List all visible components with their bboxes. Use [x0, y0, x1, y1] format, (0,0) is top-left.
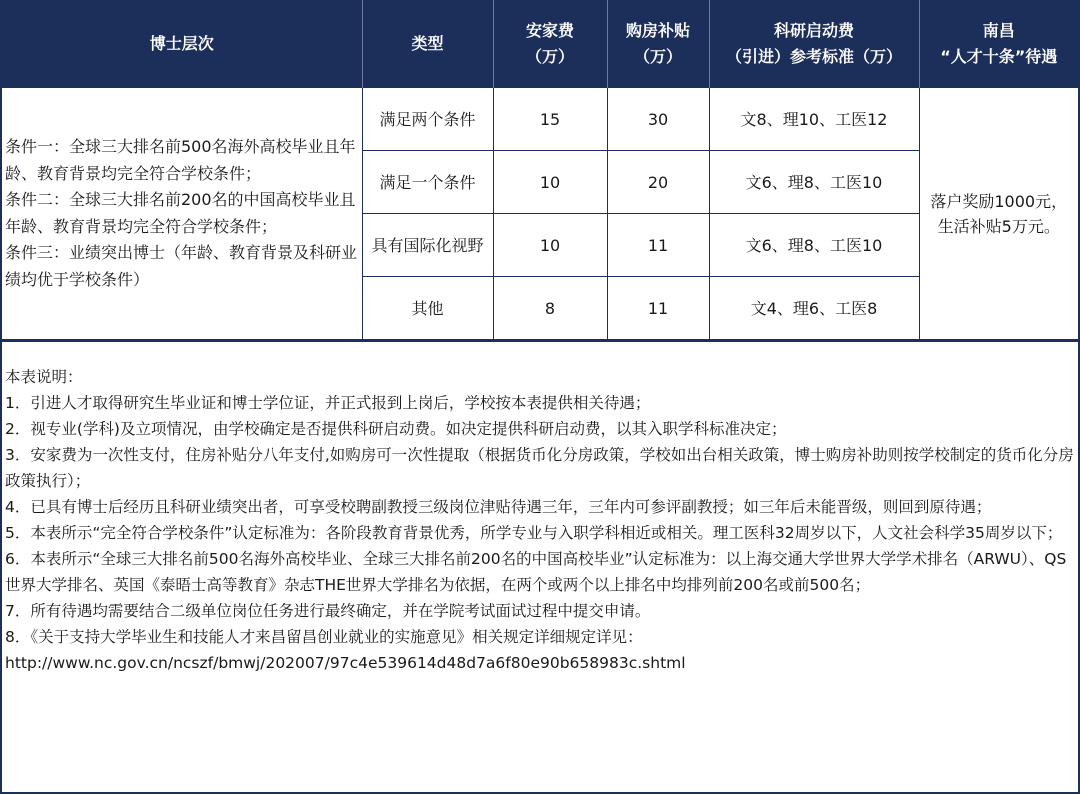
settle-cell: 10 — [493, 214, 607, 277]
note-item: 6．本表所示“全球三大排名前500名海外高校毕业、全球三大排名前200名的中国高校毕业”认定标准为：以上海交通大学世界大学学术排名（ARWU）、QS世界大学排名、英国《泰晤士高等教育》杂志THE世界大学排名为依据，在两个或两个以上排名中均排列前200名或前500名； — [5, 550, 1067, 594]
notes-section — [2, 340, 1078, 764]
note-item: 2．视专业(学科)及立项情况，由学校确定是否提供科研启动费。如决定提供科研启动费，以其入职学科标准决定； — [5, 420, 787, 438]
research-cell: 文6、理8、工医10 — [709, 151, 919, 214]
policy-url-link[interactable]: http://www.nc.gov.cn/ncszf/bmwj/202007/97c4e539614d48d7a6f80e90b658983c.shtml — [5, 654, 686, 672]
note-item: 5．本表所示“完全符合学校条件”认定标准为：各阶段教育背景优秀，所学专业与入职学科相近或相关。理工医科32周岁以下，人文社会科学35周岁以下； — [5, 524, 1063, 542]
header-settle: 安家费 （万） — [493, 0, 607, 88]
header-housing: 购房补贴 （万） — [607, 0, 709, 88]
table-row — [2, 88, 1078, 151]
benefits-table — [2, 0, 1078, 340]
type-cell: 满足一个条件 — [362, 151, 493, 214]
housing-cell: 11 — [607, 277, 709, 340]
note-item: 3．安家费为一次性支付，住房补贴分八年支付,如购房可一次性提取（根据货币化分房政策，学校如出台相关政策，博士购房补助则按学校制定的货币化分房政策执行）； — [5, 446, 1074, 490]
housing-cell: 20 — [607, 151, 709, 214]
settle-cell: 10 — [493, 151, 607, 214]
header-row — [2, 0, 1078, 88]
research-cell: 文4、理6、工医8 — [709, 277, 919, 340]
note-item: 8．《关于支持大学毕业生和技能人才来昌留昌创业就业的实施意见》相关规定详细规定详见： — [5, 628, 643, 646]
type-cell: 具有国际化视野 — [362, 214, 493, 277]
type-cell: 其他 — [362, 277, 493, 340]
note-item: 1．引进人才取得研究生毕业证和博士学位证，并正式报到上岗后，学校按本表提供相关待遇； — [5, 394, 651, 412]
research-cell: 文6、理8、工医10 — [709, 214, 919, 277]
type-cell: 满足两个条件 — [362, 88, 493, 151]
research-cell: 文8、理10、工医12 — [709, 88, 919, 151]
header-nanchang: 南昌 “人才十条”待遇 — [919, 0, 1078, 88]
nanchang-benefit-cell: 落户奖励1000元， 生活补贴5万元。 — [919, 88, 1078, 340]
settle-cell: 15 — [493, 88, 607, 151]
housing-cell: 30 — [607, 88, 709, 151]
settle-cell: 8 — [493, 277, 607, 340]
condition-2: 条件二：全球三大排名前200名的中国高校毕业且年龄、教育背景均完全符合学校条件； — [5, 190, 356, 236]
note-item: 4．已具有博士后经历且科研业绩突出者，可享受校聘副教授三级岗位津贴待遇三年，三年内可参评副教授；如三年后未能晋级，则回到原待遇； — [5, 498, 992, 516]
notes-title: 本表说明： — [5, 368, 83, 386]
note-item: 7．所有待遇均需要结合二级单位岗位任务进行最终确定，并在学院考试面试过程中提交申请。 — [5, 602, 651, 620]
conditions-cell — [2, 88, 362, 340]
header-level: 博士层次 — [2, 0, 362, 88]
header-research: 科研启动费 （引进）参考标准（万） — [709, 0, 919, 88]
header-type: 类型 — [362, 0, 493, 88]
condition-3: 条件三：业绩突出博士（年龄、教育背景及科研业绩均优于学校条件） — [5, 243, 358, 289]
housing-cell: 11 — [607, 214, 709, 277]
condition-1: 条件一：全球三大排名前500名海外高校毕业且年龄、教育背景均完全符合学校条件； — [5, 137, 356, 183]
